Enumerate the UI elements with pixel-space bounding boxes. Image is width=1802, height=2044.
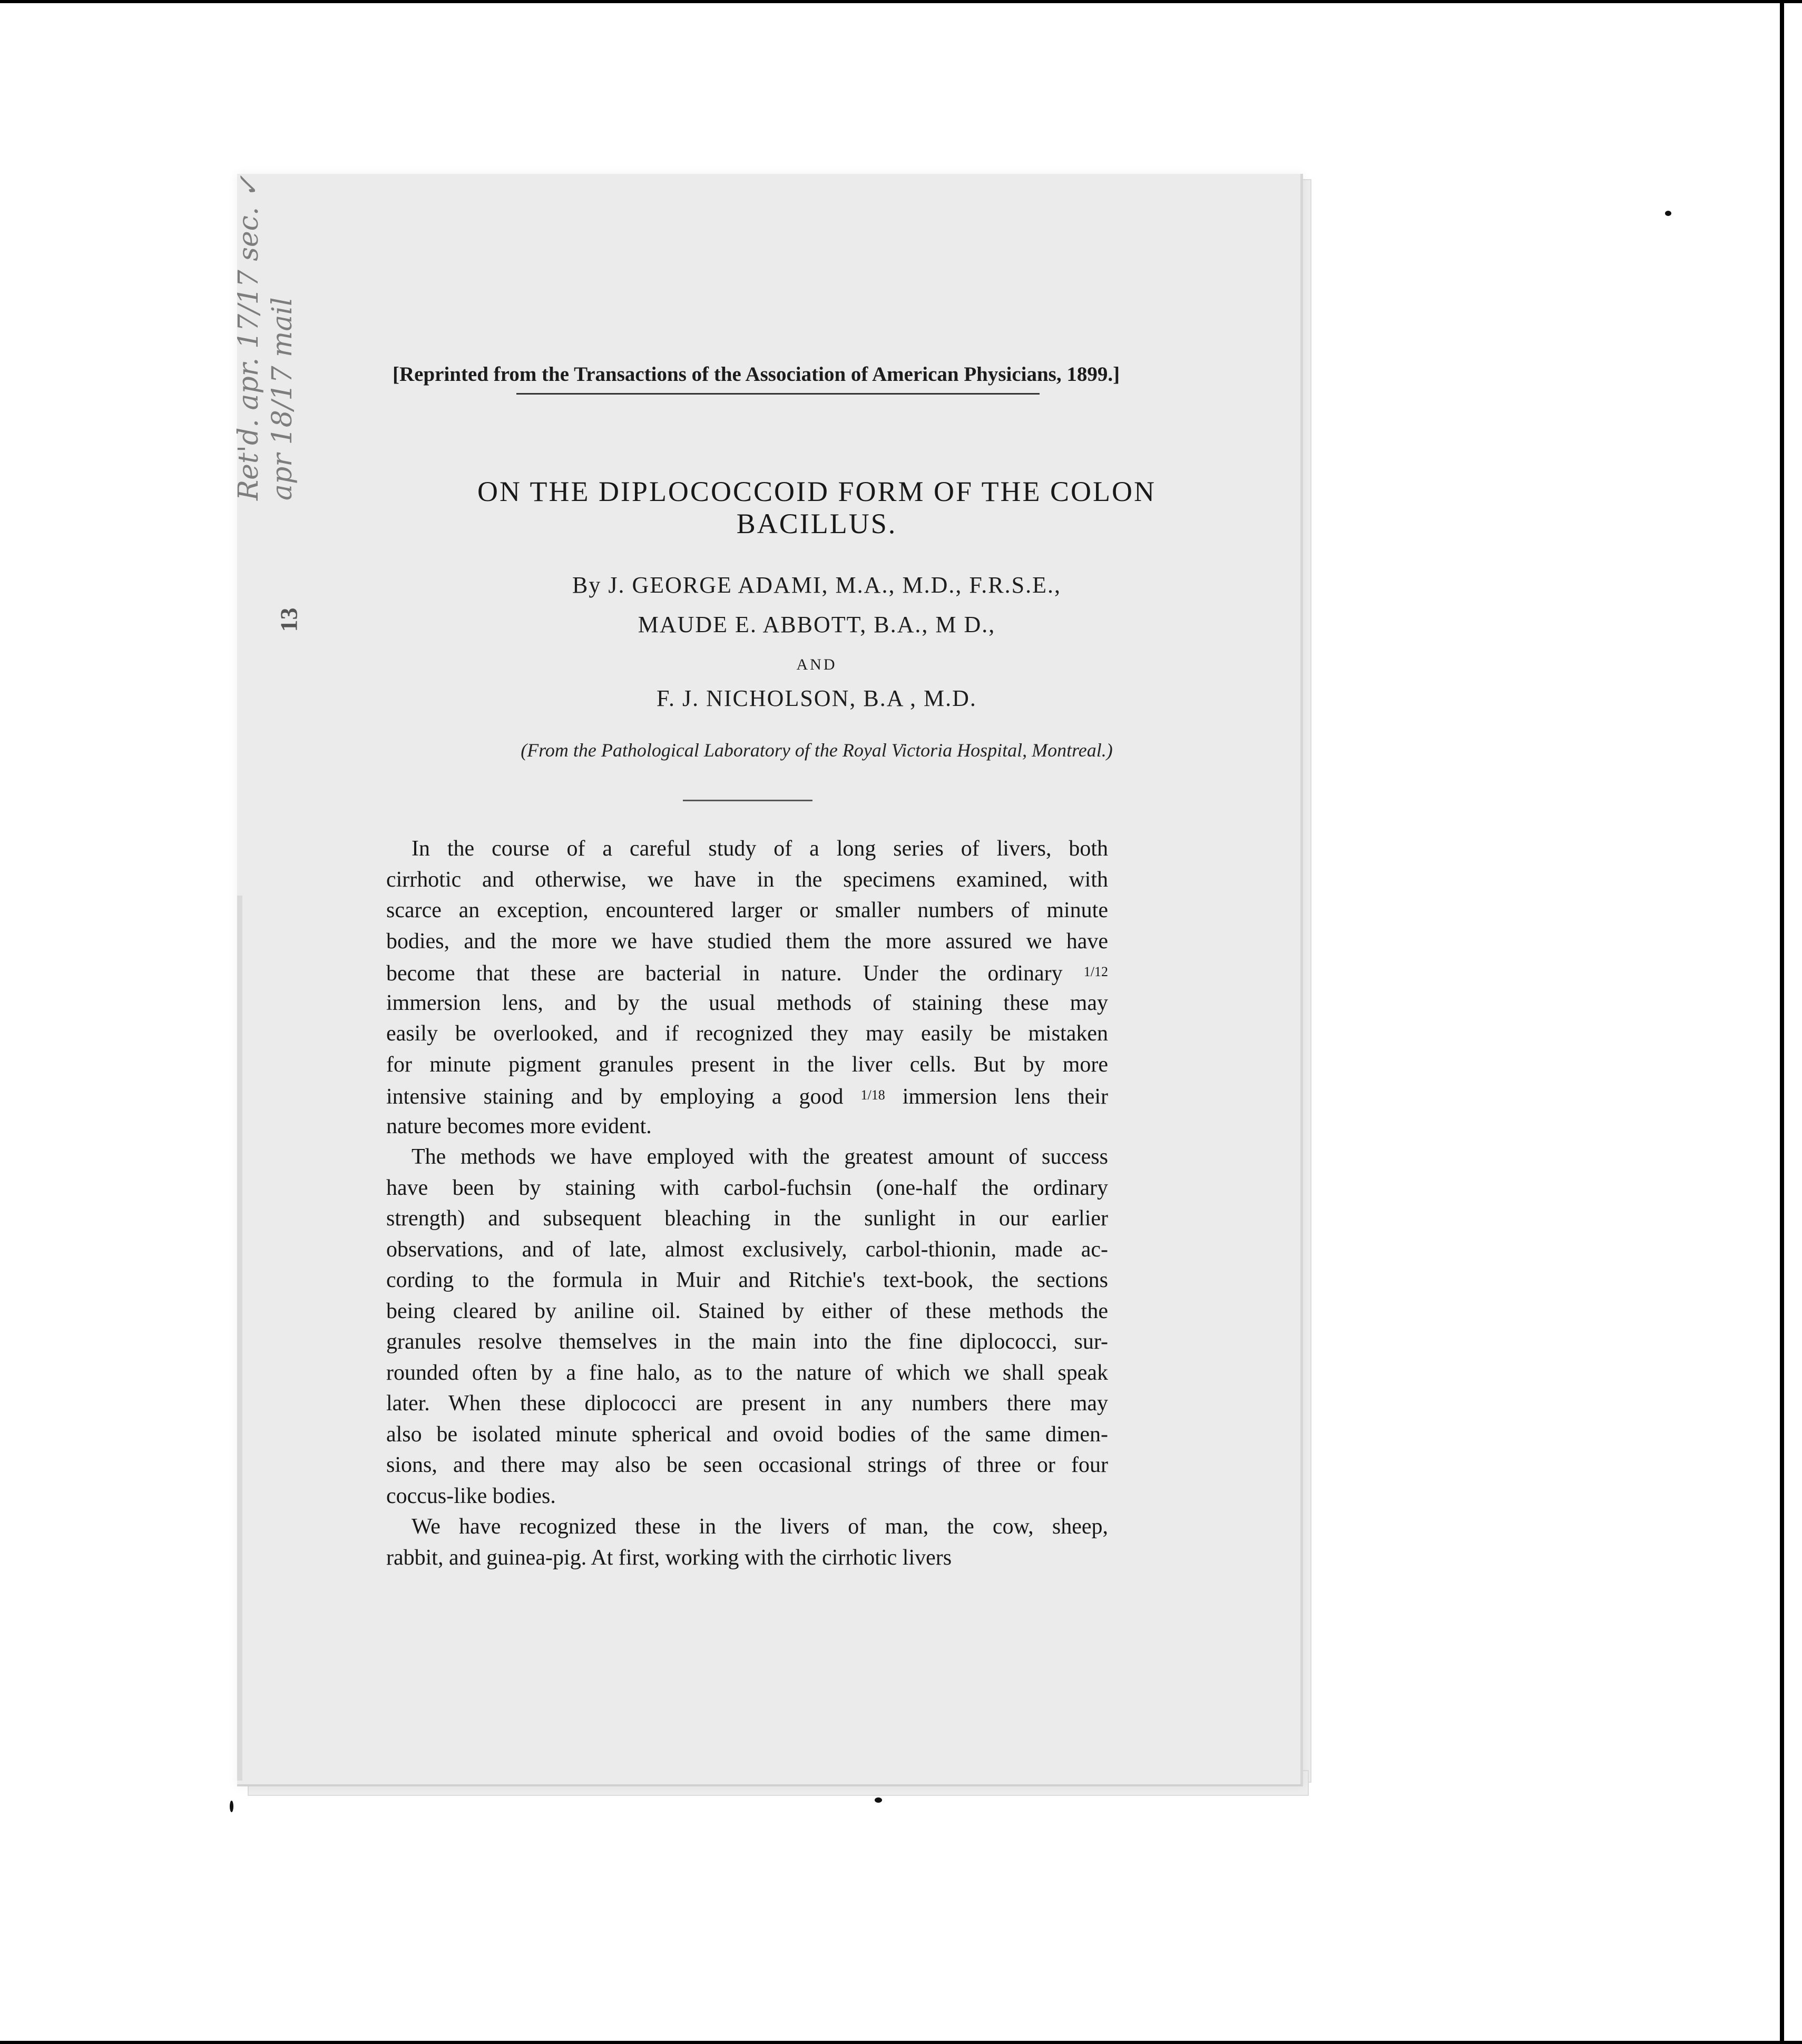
body-line [386, 1450, 1108, 1481]
frame-bottom-rule [0, 2041, 1802, 2044]
body-line-text: rounded often by a fine halo, as to the nature of which we shall speak [386, 1360, 1108, 1385]
body-line-text: coccus-like bodies. [386, 1483, 556, 1508]
body-line [386, 1142, 1108, 1173]
lens-fraction: 1/12 [1083, 964, 1108, 979]
body-line [386, 1358, 1108, 1389]
margin-note-line-2: apr 18/17 mail [267, 297, 298, 500]
body-line [386, 864, 1108, 896]
body-line-text: bodies, and the more we have studied them the more assured we have [386, 929, 1108, 954]
body-line-text: scarce an exception, encountered larger or smaller numbers of minute [386, 898, 1108, 922]
body-line [386, 833, 1108, 864]
frame-top-rule [0, 0, 1802, 3]
speck-bottom-left [230, 1801, 233, 1812]
body-line-text: granules resolve themselves in the main into the fine diplococci, sur- [386, 1330, 1108, 1354]
body-line [386, 1265, 1108, 1296]
body-line [386, 1296, 1108, 1327]
body-line-text: cirrhotic and otherwise, we have in the specimens examined, with [386, 867, 1108, 892]
author-line-3: F. J. NICHOLSON, B.A , M.D. [657, 685, 977, 711]
article-title [369, 476, 1265, 540]
affiliation-line: (From the Pathological Laboratory of the Royal Victoria Hospital, Montreal.) [521, 740, 1113, 761]
body-line [386, 1049, 1108, 1080]
author-line-1: By J. GEORGE ADAMI, M.A., M.D., F.R.S.E., [572, 572, 1061, 598]
author-line-2: MAUDE E. ABBOTT, B.A., M D., [638, 612, 996, 637]
article-body [386, 833, 1108, 1573]
body-line-text: for minute pigment granules present in the liver cells. But by more [386, 1052, 1108, 1077]
body-line [386, 1511, 1108, 1542]
body-line [386, 1111, 1108, 1142]
body-line-text: easily be overlooked, and if recognized they may easily be mistaken [386, 1021, 1108, 1046]
body-line-text: later. When these diplococci are present in any numbers there may [386, 1391, 1108, 1416]
body-line-text-continued: immersion lens their [885, 1084, 1108, 1109]
body-line [386, 1326, 1108, 1358]
body-line-text: strength) and subsequent bleaching in the sunlight in our earlier [386, 1206, 1108, 1231]
author-conjunction: AND [796, 656, 837, 673]
body-line-text: being cleared by aniline oil. Stained by either of these methods the [386, 1299, 1108, 1323]
body-line [386, 988, 1108, 1019]
title-line-2: BACILLUS. [736, 508, 897, 539]
header-rule [516, 393, 1040, 395]
body-line-text: have been by staining with carbol-fuchsin (one-half the ordinary [386, 1175, 1108, 1200]
body-line [386, 1481, 1108, 1512]
title-line-1: ON THE DIPLOCOCCOID FORM OF THE COLON [477, 476, 1157, 507]
body-line [386, 1173, 1108, 1204]
body-line [386, 895, 1108, 926]
body-line-text: also be isolated minute spherical and ovoid bodies of the same dimen- [386, 1422, 1108, 1447]
body-line-text: In the course of a careful study of a long series of livers, both [412, 837, 1108, 861]
body-line [386, 1203, 1108, 1234]
body-line-text: cording to the formula in Muir and Ritchie's text-book, the sections [386, 1268, 1108, 1292]
body-line [386, 1018, 1108, 1049]
handwritten-margin-note [232, 132, 311, 500]
speck-right-margin [1665, 211, 1671, 216]
body-line [386, 1080, 1108, 1111]
body-line-text: become that these are bacterial in nature. Under the ordinary [386, 961, 1084, 986]
section-divider [683, 800, 812, 801]
body-line [386, 1234, 1108, 1265]
body-line [386, 957, 1108, 988]
speck-bottom-center [875, 1797, 882, 1803]
lens-fraction: 1/18 [860, 1087, 885, 1103]
body-line-text: nature becomes more evident. [386, 1114, 652, 1138]
body-line-text: We have recognized these in the livers of man, the cow, sheep, [412, 1515, 1108, 1539]
frame-right-rule [1780, 0, 1784, 2044]
page-fold-shadow [237, 896, 242, 1781]
handwritten-margin-number: 13 [275, 607, 302, 632]
body-line-text: immersion lens, and by the usual methods of staining these may [386, 990, 1108, 1015]
body-line [386, 926, 1108, 957]
body-line [386, 1419, 1108, 1450]
body-line-text: The methods we have employed with the greatest amount of success [412, 1145, 1108, 1169]
body-line-text: sions, and there may also be seen occasional strings of three or four [386, 1453, 1108, 1477]
body-line-text: intensive staining and by employing a good [386, 1084, 861, 1109]
margin-note-line-1: Ret'd. apr. 17/17 sec. ✓ [233, 175, 265, 500]
reprint-note: [Reprinted from the Transactions of the Association of American Physicians, 1899.] [393, 363, 1120, 386]
body-line [386, 1542, 1108, 1574]
body-line [386, 1388, 1108, 1419]
body-line-text: rabbit, and guinea-pig. At first, working with the cirrhotic livers [386, 1545, 952, 1570]
body-line-text: observations, and of late, almost exclusively, carbol-thionin, made ac- [386, 1237, 1108, 1262]
